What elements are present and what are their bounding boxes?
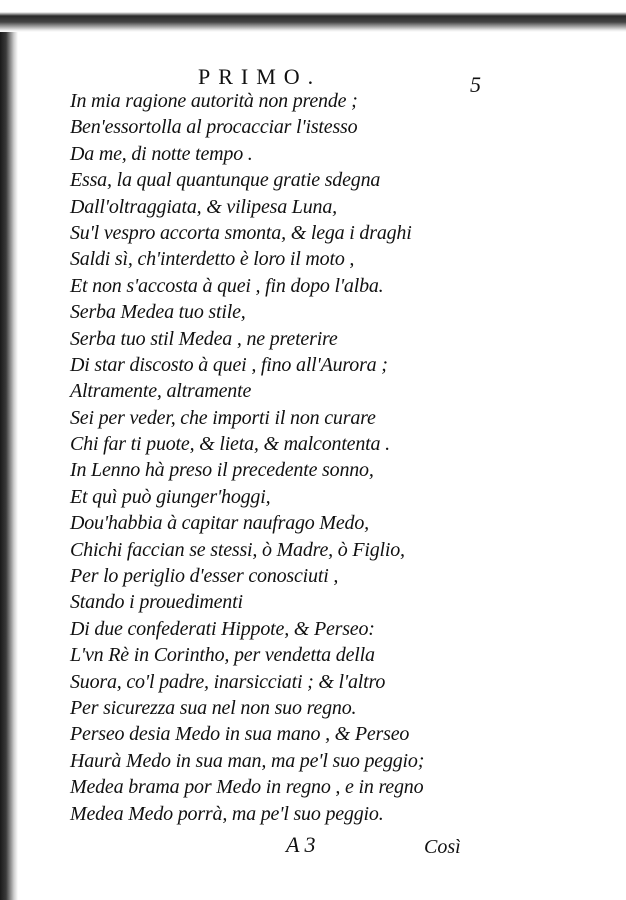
verse-line: Serba Medea tuo stile, [70,301,246,324]
verse-line: Per lo periglio d'esser conosciuti , [70,565,339,588]
verse-line: Ben'essortolla al procacciar l'istesso [70,116,358,139]
verse-line: Chichi faccian se stessi, ò Madre, ò Figlio, [70,538,405,561]
verse-line: Haurà Medo in sua man, ma pe'l suo peggio; [70,749,425,772]
page-edge-shadow [0,0,626,32]
verse-line: In Lenno hà preso il precedente sonno, [70,459,374,482]
verse-line: L'vn Rè in Corintho, per vendetta della [70,644,375,667]
verse-line: Saldi sì, ch'interdetto è loro il moto , [70,248,355,271]
verse-line: Medea Medo porrà, ma pe'l suo peggio. [70,802,384,825]
gutter-shadow [0,0,18,900]
verse-text [70,88,590,827]
verse-line: Stando i prouedimenti [70,591,243,614]
page-number: 5 [470,72,481,97]
signature-mark: A 3 [286,832,316,857]
verse-line: Sei per veder, che importi il non curare [70,406,376,429]
running-head: PRIMO. [198,64,322,89]
verse-line: Medea brama por Medo in regno , e in regno [70,776,424,799]
catchword: Così [424,836,461,858]
verse-line: Da me, di notte tempo . [70,142,253,165]
verse-line: Di due confederati Hippote, & Perseo: [70,617,375,640]
verse-line: Dou'habbia à capitar naufrago Medo, [70,512,369,535]
verse-line: Essa, la qual quantunque gratie sdegna [70,169,381,192]
verse-line: Suora, co'l padre, inarsicciati ; & l'altro [70,670,386,693]
verse-line: Et non s'accosta à quei , fin dopo l'alba. [70,274,384,297]
verse-line: Di star discosto à quei , fino all'Aurora ; [70,353,388,376]
verse-line: Chi far ti puote, & lieta, & malcontenta . [70,433,390,456]
verse-line: Et quì può giunger'hoggi, [70,485,271,508]
verse-line: Per sicurezza sua nel non suo regno. [70,696,357,719]
verse-line: Dall'oltraggiata, & vilipesa Luna, [70,195,337,218]
verse-line: Perseo desia Medo in sua mano , & Perseo [70,723,410,746]
verse-line: Serba tuo stil Medea , ne preterire [70,327,338,350]
verse-line: Su'l vespro accorta smonta, & lega i draghi [70,221,412,244]
verse-line: Altramente, altramente [70,380,252,403]
verse-line: In mia ragione autorità non prende ; [70,90,358,112]
